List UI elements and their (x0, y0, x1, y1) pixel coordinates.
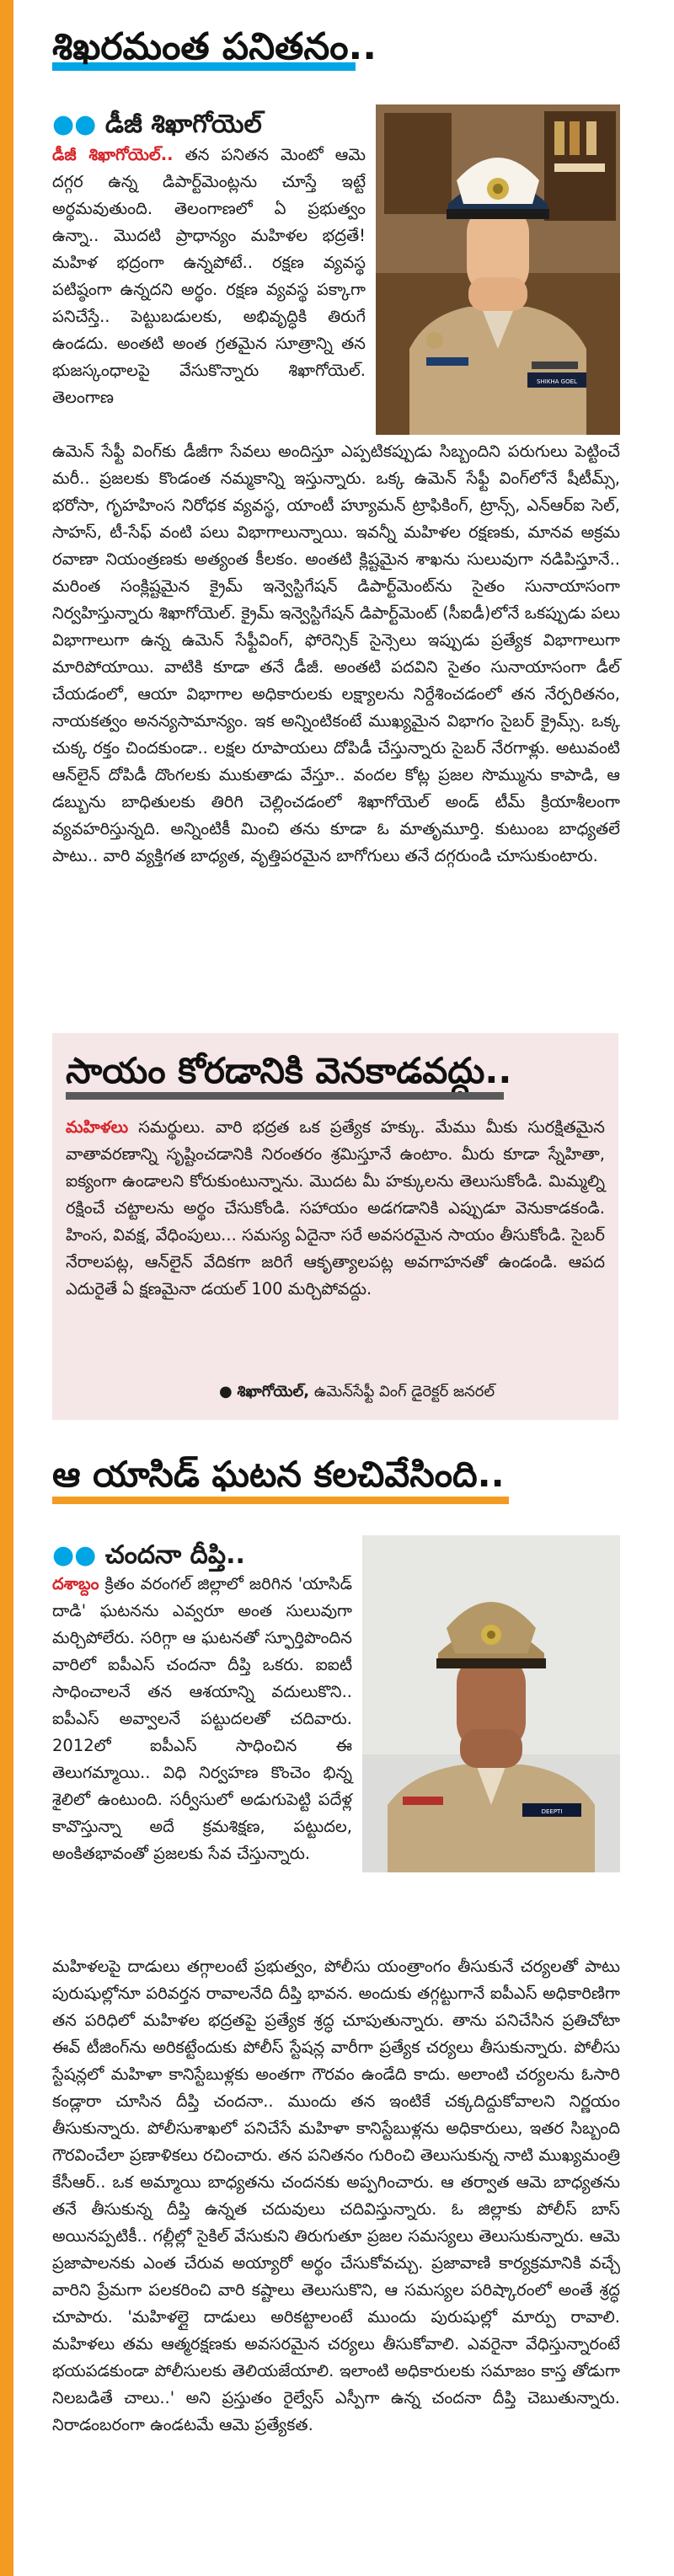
section3-subheading (52, 1539, 245, 1572)
section1-main-paragraph: ఉమెన్ సేఫ్టీ వింగ్‌కు డీజీగా సేవలు అందిస్తూ ఎప్పటికప్పుడు సిబ్బందిని పరుగులు పెట్టించే మరీ.. ప్రజలకు కొండంత నమ్మకాన్ని ఇస్తున్నారు. ఒక్క ఉమెన్ సేఫ్టీ వింగ్‌లోనే షీటీమ్స్, భరోసా, గృహహింస నిరోధక వ్యవస్థ, యాంటీ హ్యూమన్ ట్రాఫికింగ్, ట్రాన్స్, ఎన్‌ఆర్‌ఐ సెల్, సాహస్, టీ-సేఫ్ వంటి పలు విభాగాలున్నాయి. ఇవన్నీ మహిళల రక్షణకు, మానవ అక్రమ రవాణా నియంత్రణకు అత్యంత కీలకం. అంతటి క్లిష్టమైన శాఖను సులువుగా నడిపిస్తూనే.. మరింత సంక్లిష్టమైన క్రైమ్ ఇన్వెస్టిగేషన్ డిపార్ట్‌మెంట్‌ను సైతం సునాయాసంగా నిర్వహిస్తున్నారు శిఖాగోయెల్. క్రైమ్ ఇన్వెస్టిగేషన్ డిపార్ట్‌మెంట్ (సీఐడీ)లోనే ఒకప్పుడు పలు విభాగాలుగా ఉన్న ఉమెన్ సేఫ్టీవింగ్, ఫోరెన్సిక్ సైన్సెలు ఇప్పుడు ప్రత్యేక విభాగాలుగా మారిపోయాయి. వాటికి కూడా తనే డీజీ. అంతటి పదవిని సైతం సునాయాసంగా డీల్ చేయడంలో, ఆయా విభాగాల అధికారులకు లక్ష్యాలను నిర్దేశించడంలో తన నేర్పరితనం, నాయకత్వం అనన్యసామాన్యం. ఇక అన్నింటికంటే ముఖ్యమైన విభాగం సైబర్ క్రైమ్స్. ఒక్క చుక్క రక్తం చిందకుండా.. లక్షల రూపాయలు దోపిడీ చేస్తున్నారు సైబర్ నేరగాళ్లు. అటువంటి ఆన్‌లైన్ దోపిడీ దొంగలకు ముకుతాడు వేస్తూ.. వందల కోట్ల ప్రజల సొమ్మును కాపాడి, ఆ డబ్బును బాధితులకు తిరిగి చెల్లించడంలో శిఖాగోయెల్ అండ్ టీమ్ క్రియాశీలంగా వ్యవహరిస్తున్నది. అన్నింటికీ మించి తను కూడా ఓ మాతృమూర్తి. కుటుంబ బాధ్యతలే పాటు.. వారి వ్యక్తిగత బాధ్యత, వృత్తిపరమైన బాగోగులు తనే దగ్గరుండి చూసుకుంటారు. (52, 442, 620, 865)
photo-chandana-deepti (362, 1535, 620, 1872)
section2-paragraph (66, 1114, 605, 1303)
section1-lead: డీజీ శిఖాగోయెల్.. (52, 145, 174, 164)
section3-subheading-text: చందనా దీప్తి.. (104, 1540, 245, 1570)
photo-shikha-goel (376, 104, 620, 435)
section3-intro-paragraph (52, 1571, 352, 1867)
section1-intro-text: తన పనితన మెంటో ఆమె దగ్గర ఉన్న డిపార్ట్‌మెంట్లను చూస్తే ఇట్టే అర్థమవుతుంది. తెలంగాణలో ఏ ప్రభుత్వం ఉన్నా.. మొదటి ప్రాధాన్యం మహిళల భద్రతే! మహిళ భద్రంగా ఉన్నపోటే.. రక్షణ వ్యవస్థ పటిష్ఠంగా ఉన్నదని అర్థం. రక్షణ వ్యవస్థ పక్కాగా పనిచేస్తే.. పెట్టుబడులకు, అభివృద్ధికి తిరుగే ఉండదు. అంతటి అంత గ్రతమైన సూత్రాన్ని తన భుజస్కంధాలపై వేసుకొన్నారు శిఖాగోయెల్. తెలంగాణ (52, 145, 366, 407)
section2-title-underline (66, 1092, 504, 1100)
nameplate-text: DEEPTI (541, 1808, 563, 1815)
section2-signature (219, 1380, 495, 1404)
section1-subheading (52, 108, 262, 142)
photo-illustration (376, 104, 620, 435)
section3-main-paragraph: మహిళలపై దాడులు తగ్గాలంటే ప్రభుత్వం, పోలీసు యంత్రాంగం తీసుకునే చర్యలతో పాటు పురుషుల్లోనూ పరివర్తన రావాలనేది దీప్తి భావన. అందుకు తగ్గట్టుగానే ఐపీఎస్ అధికారిణిగా తన పరిధిలో మహిళల భద్రతపై ప్రత్యేక శ్రద్ధ చూపుతున్నారు. తాను పనిచేసిన ప్రతిచోటా ఈవ్ టీజింగ్‌ను అరికట్టేందుకు పోలీస్ స్టేషన్ల వారీగా ప్రత్యేక చర్యలు తీసుకున్నారు. పోలీసు స్టేషన్లలో మహిళా కానిస్టేబుళ్లకు అంతగా గౌరవం ఉండేది కాదు. అలాంటి చర్యలను ఓసారి కండ్లారా చూసిన దీప్తి చందనా.. ముందు తన ఇంటికే చక్కదిద్దుకోవాలని నిర్ణయం తీసుకున్నారు. పోలీసుశాఖలో పనిచేసే మహిళా కానిస్టేబుళ్లను అధికారులు, ఇతర సిబ్బంది గౌరవించేలా ప్రణాళికలు రచించారు. తన పనితనం గురించి తెలుసుకున్న నాటి ముఖ్యమంత్రి కేసీఆర్.. ఒక అమ్మాయి బాధ్యతను చందనకు అప్పగించారు. ఆ తర్వాత ఆమె బాధ్యతను తనే తీసుకున్న దీప్తి ఉన్నత చదువులు చదివిస్తున్నారు. ఓ జిల్లాకు పోలీస్ బాస్ అయినప్పటికీ.. గల్లీల్లో సైకిల్ వేసుకుని తిరుగుతూ ప్రజల సమస్యలు తెలుసుకున్నారు. ఆమె ప్రజాపాలనకు ఎంత చేరువ అయ్యారో అర్థం చేసుకోవచ్చు. ప్రజావాణి కార్యక్రమానికి వచ్చే వారిని ప్రేమగా పలకరించి వారి కష్టాలు తెలుసుకొని, ఆ సమస్యల పరిష్కారంలో అంతే శ్రద్ధ చూపారు. 'మహిళల్లై దాడులు అరికట్టాలంటే ముందు పురుషుల్లో మార్పు రావాలి. మహిళలు తమ ఆత్మరక్షణకు అవసరమైన చర్యలు తీసుకోవాలి. ఎవరైనా వేధిస్తున్నారంటే భయపడకుండా పోలీసులకు తెలియజేయాలి. ఇలాంటి అధికారులకు సమాజం కాస్త తోడుగా నిలబడితే చాలు..' అని ప్రస్తుతం రైల్వేస్ ఎస్పీగా ఉన్న చందనా దీప్తి చెబుతున్నారు. నిరాడంబరంగా ఉండటమే ఆమె ప్రత్యేకత. (52, 1957, 620, 2434)
section3-title: ఆ యాసిడ్ ఘటన కలచివేసింది.. (52, 1454, 505, 1495)
section3-title-underline (52, 1497, 509, 1504)
left-accent-stripe (0, 0, 13, 2576)
section2-body-text: సమర్థులు. వారి భద్రత ఒక ప్రత్యేక హక్కు. మేము మీకు సురక్షితమైన వాతావరణాన్ని సృష్టించడానికి నిరంతరం శ్రమిస్తూనే ఉంటాం. మీరు కూడా స్నేహితా, ఐక్యంగా ఉండాలని కోరుకుంటున్నాను. మొదట మీ హక్కులను తెలుసుకోండి. మిమ్మల్ని రక్షించే చట్టాలను అర్థం చేసుకోండి. సహాయం అడగడానికి ఎప్పుడూ వెనుకాడకండి. హింస, వివక్ష, వేధింపులు... సమస్య ఏదైనా సరే అవసరమైన సాయం తీసుకోండి. సైబర్ నేరాలపట్ల, ఆన్‌లైన్ వేదికగా జరిగే ఆకృత్యాలపట్ల అవగాహనతో ఉండండి. ఆపద ఎదురైతే ఏ క్షణమైనా డయల్ 100 మర్చిపోవద్దు. (66, 1117, 605, 1299)
section3-intro-text: క్రితం వరంగల్ జిల్లాలో జరిగిన 'యాసిడ్ దాడి' ఘటనను ఎవ్వరూ అంత సులువుగా మర్చిపోలేరు. సరిగ్గా ఆ ఘటనతో స్ఫూర్తిపొందిన వారిలో ఐపీఎస్ చందనా దీప్తి ఒకరు. ఐఐటీ సాధించాలనే తన ఆశయాన్ని వదులుకొని.. ఐపీఎస్ అవ్వాలనే పట్టుదలతో చదివారు. 2012లో ఐపీఎస్ సాధించిన ఈ తెలుగమ్మాయి.. విధి నిర్వహణ కొంచెం భిన్న శైలిలో ఉంటుంది. సర్వీసులో అడుగుపెట్టి పదేళ్ల కావొస్తున్నా అదే క్రమశిక్షణ, పట్టుదల, అంకితభావంతో ప్రజలకు సేవ చేస్తున్నారు. (52, 1574, 352, 1863)
section2-lead: మహిళలు (66, 1117, 129, 1137)
section1-subheading-text: డీజీ శిఖాగోయెల్ (104, 110, 262, 139)
nameplate-text: SHIKHA GOEL (537, 378, 577, 385)
section3-lead: దశాబ్దం (52, 1574, 99, 1593)
bullet-icon: ●● (52, 110, 97, 139)
section1-title: శిఖరమంత పనితనం.. (52, 25, 377, 68)
section2-title: సాయం కోరడానికి వెనకాడవద్దు.. (66, 1050, 512, 1091)
bullet-icon: ●● (52, 1540, 97, 1570)
photo-illustration (362, 1535, 620, 1872)
signature-role: ఉమెన్‌సేఫ్టీ వింగ్ డైరెక్టర్ జనరల్ (313, 1383, 495, 1400)
section1-intro-paragraph (52, 142, 366, 411)
signature-bullet-icon: ● (219, 1383, 238, 1400)
signature-name: శిఖాగోయెల్, (237, 1383, 310, 1400)
